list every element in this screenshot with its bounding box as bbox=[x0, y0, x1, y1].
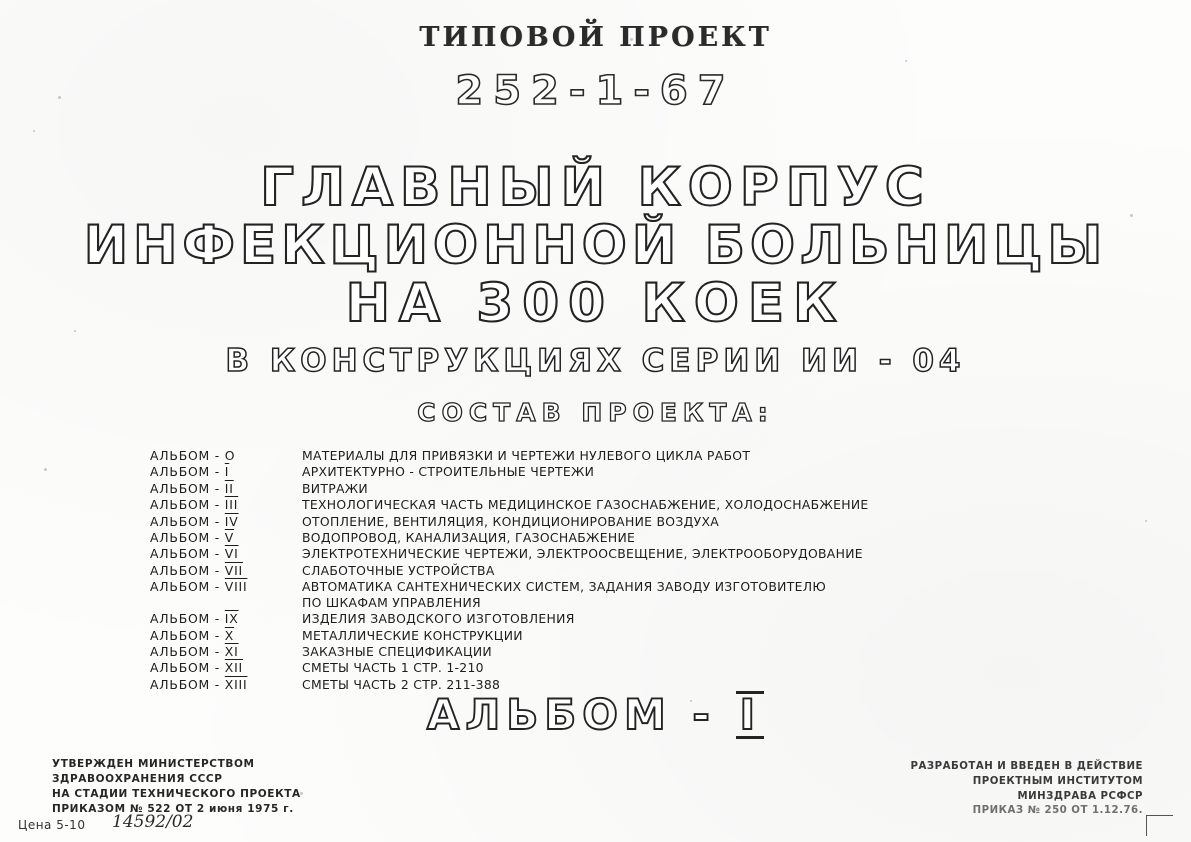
album-row bbox=[150, 448, 1150, 464]
album-row bbox=[150, 530, 1150, 546]
album-row bbox=[150, 660, 1150, 676]
album-number: $\overline{VII}$ bbox=[224, 562, 243, 578]
album-description: ЗАКАЗНЫЕ СПЕЦИФИКАЦИИ bbox=[302, 644, 493, 659]
scan-speck bbox=[33, 130, 35, 132]
album-label: АЛЬБОМ - bbox=[150, 611, 225, 627]
album-description: МАТЕРИАЛЫ ДЛЯ ПРИВЯЗКИ И ЧЕРТЕЖИ НУЛЕВОГО ЦИКЛА РАБОТ bbox=[302, 448, 751, 463]
album-number: О bbox=[224, 448, 236, 463]
album-list bbox=[150, 448, 1150, 693]
album-row bbox=[150, 497, 1150, 513]
album-number: $\overline{XII}$ bbox=[224, 660, 243, 676]
album-label: АЛЬБОМ - bbox=[150, 497, 225, 513]
album-number-cell bbox=[150, 611, 302, 627]
album-description-cell bbox=[302, 546, 1150, 562]
stamp-number: 14592/02 bbox=[112, 812, 194, 832]
album-description: СМЕТЫ ЧАСТЬ 1 СТР. 1-210 bbox=[302, 660, 484, 676]
album-description-cell bbox=[302, 644, 1150, 660]
album-label: АЛЬБОМ - bbox=[150, 480, 225, 496]
album-number: $\overline{X}$ bbox=[224, 627, 235, 643]
developer-line-2: ПРОЕКТНЫМ ИНСТИТУТОМ bbox=[972, 775, 1143, 787]
approval-line-1: УТВЕРЖДЕН МИНИСТЕРСТВОМ bbox=[52, 758, 255, 770]
scan-speck bbox=[44, 468, 47, 471]
album-description-cell bbox=[302, 514, 1150, 530]
price-label: Цена 5-10 bbox=[18, 818, 86, 832]
approval-block bbox=[52, 757, 301, 817]
current-album-marker bbox=[0, 690, 1191, 739]
developer-line-3: МИНЗДРАВА РСФСР bbox=[1017, 790, 1143, 802]
approval-line-3: НА СТАДИИ ТЕХНИЧЕСКОГО ПРОЕКТА bbox=[52, 787, 301, 800]
album-row bbox=[150, 546, 1150, 562]
album-label: АЛЬБОМ - bbox=[150, 644, 225, 659]
album-description: СМЕТЫ ЧАСТЬ 2 СТР. 211-388 bbox=[302, 676, 501, 692]
title-line-2: ИНФЕКЦИОННОЙ БОЛЬНИЦЫ bbox=[83, 215, 1108, 277]
album-number-cell bbox=[150, 514, 302, 530]
title-line-3: НА 300 КОЕК bbox=[345, 273, 846, 335]
album-row bbox=[150, 563, 1150, 579]
album-number-cell bbox=[150, 628, 302, 644]
album-label: АЛЬБОМ - bbox=[150, 464, 225, 480]
album-description-continuation: ПО ШКАФАМ УПРАВЛЕНИЯ bbox=[302, 594, 481, 610]
album-description-cell bbox=[302, 611, 1150, 627]
title-line-4: В КОНСТРУКЦИЯХ СЕРИИ ИИ - 04 bbox=[225, 342, 966, 379]
title-line-1: ГЛАВНЫЙ КОРПУС bbox=[260, 157, 931, 218]
album-number-cell bbox=[150, 530, 302, 546]
album-number: VIII bbox=[224, 579, 248, 594]
document-type-label: ТИПОВОЙ ПРОЕКТ bbox=[419, 22, 772, 53]
album-number-cell bbox=[150, 497, 302, 513]
album-number: $\overline{III}$ bbox=[224, 497, 239, 513]
album-row bbox=[150, 514, 1150, 530]
corner-crop-mark bbox=[1146, 815, 1173, 836]
album-description-cell bbox=[302, 481, 1150, 497]
album-number-cell bbox=[150, 644, 302, 660]
album-description: ВИТРАЖИ bbox=[302, 480, 369, 496]
album-number: $\overline{XI}$ bbox=[224, 644, 239, 659]
album-description-cell bbox=[302, 660, 1150, 676]
album-label: АЛЬБОМ - bbox=[150, 529, 225, 545]
album-label: АЛЬБОМ - bbox=[150, 513, 225, 529]
developer-line-1: РАЗРАБОТАН И ВВЕДЕН В ДЕЙСТВИЕ bbox=[910, 761, 1143, 772]
current-album-number: I bbox=[736, 691, 764, 739]
composition-heading: СОСТАВ ПРОЕКТА: bbox=[417, 398, 774, 427]
album-description-cell bbox=[302, 563, 1150, 579]
album-description-cell bbox=[302, 579, 1150, 611]
album-number: $\overline{V}$ bbox=[224, 529, 235, 545]
document-title bbox=[0, 157, 1191, 379]
current-album-label: АЛЬБОМ - bbox=[426, 690, 716, 739]
album-number-cell bbox=[150, 579, 302, 595]
album-row bbox=[150, 464, 1150, 480]
developer-block bbox=[911, 760, 1143, 819]
album-description: ОТОПЛЕНИЕ, ВЕНТИЛЯЦИЯ, КОНДИЦИОНИРОВАНИЕ ВОЗДУХА bbox=[302, 513, 720, 529]
album-description-cell bbox=[302, 628, 1150, 644]
album-row bbox=[150, 644, 1150, 660]
album-number: $\overline{I}$ bbox=[224, 464, 230, 480]
album-row bbox=[150, 611, 1150, 627]
album-number: $\overline{II}$ bbox=[224, 480, 234, 496]
album-label: АЛЬБОМ - bbox=[150, 546, 225, 562]
album-description-cell bbox=[302, 464, 1150, 480]
developer-line-4: ПРИКАЗ № 250 ОТ 1.12.76. bbox=[972, 805, 1143, 817]
approval-line-4: ПРИКАЗОМ № 522 ОТ 2 июня 1975 г. bbox=[52, 802, 294, 815]
album-number-cell bbox=[150, 464, 302, 480]
album-label: АЛЬБОМ - bbox=[150, 660, 225, 676]
album-label: АЛЬБОМ - bbox=[150, 627, 225, 643]
album-row bbox=[150, 579, 1150, 611]
album-description: МЕТАЛЛИЧЕСКИЕ КОНСТРУКЦИИ bbox=[302, 627, 523, 643]
album-description: АВТОМАТИКА САНТЕХНИЧЕСКИХ СИСТЕМ, ЗАДАНИЯ ЗАВОДУ ИЗГОТОВИТЕЛЮ bbox=[302, 579, 826, 594]
album-row bbox=[150, 628, 1150, 644]
album-description: ИЗДЕЛИЯ ЗАВОДСКОГО ИЗГОТОВЛЕНИЯ bbox=[302, 611, 575, 627]
album-description: АРХИТЕКТУРНО - СТРОИТЕЛЬНЫЕ ЧЕРТЕЖИ bbox=[302, 464, 595, 480]
album-number-cell bbox=[150, 660, 302, 676]
album-label: АЛЬБОМ - bbox=[150, 579, 225, 594]
album-description-cell bbox=[302, 530, 1150, 546]
album-number: $\overline{IX}$ bbox=[224, 611, 239, 627]
album-label: АЛЬБОМ - bbox=[150, 676, 225, 692]
approval-line-2: ЗДРАВООХРАНЕНИЯ СССР bbox=[52, 772, 223, 785]
album-description: ТЕХНОЛОГИЧЕСКАЯ ЧАСТЬ МЕДИЦИНСКОЕ ГАЗОСНАБЖЕНИЕ, ХОЛОДОСНАБЖЕНИЕ bbox=[302, 497, 869, 513]
album-description: ЭЛЕКТРОТЕХНИЧЕСКИЕ ЧЕРТЕЖИ, ЭЛЕКТРООСВЕЩЕНИЕ, ЭЛЕКТРООБОРУДОВАНИЕ bbox=[302, 546, 863, 562]
album-number-cell bbox=[150, 481, 302, 497]
album-number-cell bbox=[150, 546, 302, 562]
album-label: АЛЬБОМ - bbox=[150, 448, 225, 463]
project-number: 252-1-67 bbox=[455, 68, 736, 114]
album-description: СЛАБОТОЧНЫЕ УСТРОЙСТВА bbox=[302, 562, 495, 578]
album-label: АЛЬБОМ - bbox=[150, 562, 225, 578]
album-description: ВОДОПРОВОД, КАНАЛИЗАЦИЯ, ГАЗОСНАБЖЕНИЕ bbox=[302, 529, 636, 545]
album-number-cell bbox=[150, 448, 302, 464]
album-description-cell bbox=[302, 448, 1150, 464]
album-row bbox=[150, 481, 1150, 497]
album-number-cell bbox=[150, 563, 302, 579]
album-number: $\overline{VI}$ bbox=[224, 546, 239, 562]
album-description-cell bbox=[302, 497, 1150, 513]
scan-speck bbox=[905, 60, 907, 62]
album-number: XIII bbox=[224, 676, 248, 692]
album-number: $\overline{IV}$ bbox=[224, 513, 239, 529]
